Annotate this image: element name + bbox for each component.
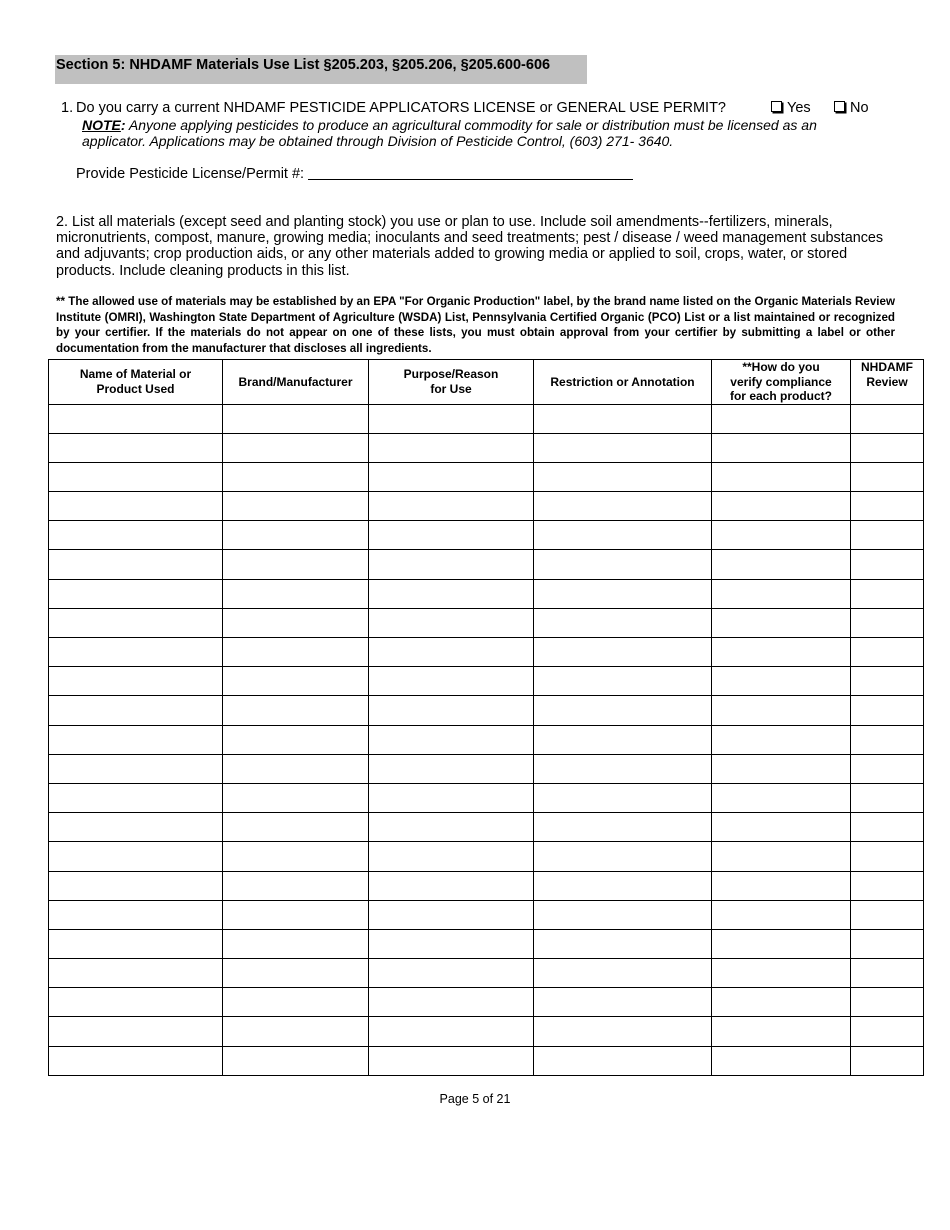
yes-option[interactable]	[771, 100, 811, 116]
brand-cell[interactable]	[223, 725, 369, 754]
verification-cell[interactable]	[712, 462, 851, 491]
brand-cell[interactable]	[223, 1017, 369, 1046]
materials-table-body	[49, 404, 924, 1075]
brand-cell[interactable]	[223, 959, 369, 988]
purpose-cell[interactable]	[369, 959, 534, 988]
question-2-text: 2. List all materials (except seed and planting stock) you use or plan to use. Include soil amendments--fertilizers, minerals, micronutrients, compost, manure, growing media; inoculants and seed treatments; pest / disease / weed management substances and adjuvants; crop production aids, or any other materials added to growing media or applied to soil, crops, water, or stored products. Include cleaning products in this list.	[56, 214, 884, 279]
table-row	[49, 1017, 924, 1046]
verification-cell[interactable]	[712, 521, 851, 550]
table-row	[49, 433, 924, 462]
note-text: Anyone applying pesticides to produce an agricultural commodity for sale or distribution must be licensed as an applicator. Applications may be obtained through Division of Pesticide Control, (603) 271- 3640.	[82, 117, 817, 149]
header-purpose: Purpose/Reason for Use	[369, 360, 534, 405]
question-1-number: 1.	[61, 100, 74, 116]
material-name-cell[interactable]	[49, 462, 223, 491]
brand-cell[interactable]	[223, 754, 369, 783]
verification-cell[interactable]	[712, 871, 851, 900]
purpose-cell[interactable]	[369, 608, 534, 637]
verification-cell[interactable]	[712, 842, 851, 871]
note-label: NOTE	[82, 117, 121, 133]
review-cell[interactable]	[851, 813, 924, 842]
purpose-cell[interactable]	[369, 871, 534, 900]
yes-label: Yes	[787, 100, 811, 116]
brand-cell[interactable]	[223, 842, 369, 871]
purpose-cell[interactable]	[369, 579, 534, 608]
brand-cell[interactable]	[223, 783, 369, 812]
no-checkbox[interactable]	[834, 101, 845, 112]
review-cell[interactable]	[851, 550, 924, 579]
table-row	[49, 550, 924, 579]
material-name-cell[interactable]	[49, 638, 223, 667]
table-row	[49, 1046, 924, 1075]
restriction-cell[interactable]	[534, 959, 712, 988]
material-name-cell[interactable]	[49, 1046, 223, 1075]
purpose-cell[interactable]	[369, 667, 534, 696]
table-row	[49, 725, 924, 754]
note-colon: :	[120, 117, 126, 133]
verification-cell[interactable]	[712, 550, 851, 579]
table-row	[49, 929, 924, 958]
restriction-cell[interactable]	[534, 521, 712, 550]
verification-cell[interactable]	[712, 929, 851, 958]
review-cell[interactable]	[851, 404, 924, 433]
restriction-cell[interactable]	[534, 783, 712, 812]
material-name-cell[interactable]	[49, 433, 223, 462]
purpose-cell[interactable]	[369, 696, 534, 725]
restriction-cell[interactable]	[534, 1046, 712, 1075]
brand-cell[interactable]	[223, 550, 369, 579]
verification-cell[interactable]	[712, 783, 851, 812]
purpose-cell[interactable]	[369, 638, 534, 667]
table-row	[49, 462, 924, 491]
material-name-cell[interactable]	[49, 959, 223, 988]
restriction-cell[interactable]	[534, 638, 712, 667]
purpose-cell[interactable]	[369, 521, 534, 550]
review-cell[interactable]	[851, 521, 924, 550]
verification-cell[interactable]	[712, 638, 851, 667]
question-1-text: Do you carry a current NHDAMF PESTICIDE APPLICATORS LICENSE or GENERAL USE PERMIT?	[76, 100, 726, 116]
purpose-cell[interactable]	[369, 900, 534, 929]
review-cell[interactable]	[851, 433, 924, 462]
table-row	[49, 521, 924, 550]
table-row	[49, 900, 924, 929]
table-row	[49, 754, 924, 783]
table-row	[49, 871, 924, 900]
restriction-cell[interactable]	[534, 667, 712, 696]
brand-cell[interactable]	[223, 929, 369, 958]
purpose-cell[interactable]	[369, 404, 534, 433]
restriction-cell[interactable]	[534, 433, 712, 462]
material-name-cell[interactable]	[49, 608, 223, 637]
verification-cell[interactable]	[712, 988, 851, 1017]
license-field-row	[76, 166, 633, 182]
purpose-cell[interactable]	[369, 988, 534, 1017]
material-name-cell[interactable]	[49, 900, 223, 929]
header-brand-manufacturer: Brand/Manufacturer	[223, 360, 369, 405]
material-name-cell[interactable]	[49, 988, 223, 1017]
review-cell[interactable]	[851, 725, 924, 754]
restriction-cell[interactable]	[534, 1017, 712, 1046]
no-label: No	[850, 100, 869, 116]
review-cell[interactable]	[851, 900, 924, 929]
allowed-materials-note: ** The allowed use of materials may be established by an EPA "For Organic Production" label, by the brand name listed on the Organic Materials Review Institute (OMRI), Washington State Department of Agriculture (WSDA) List, Pennsylvania Certified Organic (PCO) List or a list maintained or recognized by your certifier. If the materials do not appear on one of these lists, you must obtain approval from your certifier by submitting a label or other documentation from the manufacturer that discloses all ingredients.	[56, 295, 895, 355]
table-row	[49, 667, 924, 696]
verification-cell[interactable]	[712, 1017, 851, 1046]
table-row	[49, 579, 924, 608]
verification-cell[interactable]	[712, 813, 851, 842]
material-name-cell[interactable]	[49, 842, 223, 871]
purpose-cell[interactable]	[369, 1046, 534, 1075]
material-name-cell[interactable]	[49, 404, 223, 433]
brand-cell[interactable]	[223, 521, 369, 550]
review-cell[interactable]	[851, 608, 924, 637]
verification-cell[interactable]	[712, 579, 851, 608]
purpose-cell[interactable]	[369, 433, 534, 462]
material-name-cell[interactable]	[49, 929, 223, 958]
review-cell[interactable]	[851, 929, 924, 958]
restriction-cell[interactable]	[534, 608, 712, 637]
material-name-cell[interactable]	[49, 521, 223, 550]
material-name-cell[interactable]	[49, 667, 223, 696]
restriction-cell[interactable]	[534, 842, 712, 871]
restriction-cell[interactable]	[534, 900, 712, 929]
header-nhdamf-review: NHDAMF Review	[851, 360, 924, 405]
review-cell[interactable]	[851, 579, 924, 608]
brand-cell[interactable]	[223, 462, 369, 491]
brand-cell[interactable]	[223, 1046, 369, 1075]
table-header-row	[49, 360, 924, 405]
verification-cell[interactable]	[712, 725, 851, 754]
section-title: Section 5: NHDAMF Materials Use List §205.203, §205.206, §205.600-606	[55, 55, 587, 84]
brand-cell[interactable]	[223, 608, 369, 637]
table-row	[49, 959, 924, 988]
brand-cell[interactable]	[223, 988, 369, 1017]
material-name-cell[interactable]	[49, 754, 223, 783]
table-row	[49, 842, 924, 871]
verification-cell[interactable]	[712, 667, 851, 696]
review-cell[interactable]	[851, 667, 924, 696]
material-name-cell[interactable]	[49, 550, 223, 579]
restriction-cell[interactable]	[534, 871, 712, 900]
table-row	[49, 608, 924, 637]
review-cell[interactable]	[851, 1017, 924, 1046]
review-cell[interactable]	[851, 696, 924, 725]
license-number-field[interactable]	[308, 167, 633, 180]
purpose-cell[interactable]	[369, 1017, 534, 1046]
review-cell[interactable]	[851, 959, 924, 988]
brand-cell[interactable]	[223, 492, 369, 521]
table-row	[49, 638, 924, 667]
table-row	[49, 404, 924, 433]
materials-table	[48, 359, 924, 1076]
material-name-cell[interactable]	[49, 696, 223, 725]
table-row	[49, 783, 924, 812]
material-name-cell[interactable]	[49, 813, 223, 842]
brand-cell[interactable]	[223, 433, 369, 462]
brand-cell[interactable]	[223, 579, 369, 608]
brand-cell[interactable]	[223, 696, 369, 725]
restriction-cell[interactable]	[534, 579, 712, 608]
brand-cell[interactable]	[223, 638, 369, 667]
verification-cell[interactable]	[712, 492, 851, 521]
restriction-cell[interactable]	[534, 462, 712, 491]
restriction-cell[interactable]	[534, 492, 712, 521]
table-row	[49, 813, 924, 842]
yes-checkbox[interactable]	[771, 101, 782, 112]
verification-cell[interactable]	[712, 754, 851, 783]
purpose-cell[interactable]	[369, 754, 534, 783]
restriction-cell[interactable]	[534, 813, 712, 842]
restriction-cell[interactable]	[534, 404, 712, 433]
brand-cell[interactable]	[223, 667, 369, 696]
review-cell[interactable]	[851, 1046, 924, 1075]
no-option[interactable]	[834, 100, 869, 116]
brand-cell[interactable]	[223, 404, 369, 433]
review-cell[interactable]	[851, 638, 924, 667]
review-cell[interactable]	[851, 871, 924, 900]
purpose-cell[interactable]	[369, 813, 534, 842]
brand-cell[interactable]	[223, 900, 369, 929]
pesticide-note	[82, 117, 842, 149]
verification-cell[interactable]	[712, 433, 851, 462]
header-restriction: Restriction or Annotation	[534, 360, 712, 405]
review-cell[interactable]	[851, 842, 924, 871]
brand-cell[interactable]	[223, 871, 369, 900]
restriction-cell[interactable]	[534, 929, 712, 958]
material-name-cell[interactable]	[49, 725, 223, 754]
review-cell[interactable]	[851, 783, 924, 812]
material-name-cell[interactable]	[49, 783, 223, 812]
review-cell[interactable]	[851, 492, 924, 521]
table-row	[49, 492, 924, 521]
table-row	[49, 988, 924, 1017]
restriction-cell[interactable]	[534, 988, 712, 1017]
verification-cell[interactable]	[712, 608, 851, 637]
purpose-cell[interactable]	[369, 929, 534, 958]
restriction-cell[interactable]	[534, 550, 712, 579]
verification-cell[interactable]	[712, 1046, 851, 1075]
verification-cell[interactable]	[712, 696, 851, 725]
review-cell[interactable]	[851, 988, 924, 1017]
purpose-cell[interactable]	[369, 462, 534, 491]
review-cell[interactable]	[851, 462, 924, 491]
verification-cell[interactable]	[712, 404, 851, 433]
table-row	[49, 696, 924, 725]
brand-cell[interactable]	[223, 813, 369, 842]
license-label: Provide Pesticide License/Permit #:	[76, 166, 305, 182]
purpose-cell[interactable]	[369, 492, 534, 521]
restriction-cell[interactable]	[534, 696, 712, 725]
header-verify-compliance: **How do you verify compliance for each product?	[712, 360, 851, 405]
material-name-cell[interactable]	[49, 1017, 223, 1046]
header-material-name: Name of Material or Product Used	[49, 360, 223, 405]
purpose-cell[interactable]	[369, 842, 534, 871]
restriction-cell[interactable]	[534, 754, 712, 783]
page-number: Page 5 of 21	[439, 1092, 511, 1106]
purpose-cell[interactable]	[369, 550, 534, 579]
restriction-cell[interactable]	[534, 725, 712, 754]
purpose-cell[interactable]	[369, 783, 534, 812]
verification-cell[interactable]	[712, 959, 851, 988]
material-name-cell[interactable]	[49, 871, 223, 900]
review-cell[interactable]	[851, 754, 924, 783]
purpose-cell[interactable]	[369, 725, 534, 754]
verification-cell[interactable]	[712, 900, 851, 929]
material-name-cell[interactable]	[49, 579, 223, 608]
material-name-cell[interactable]	[49, 492, 223, 521]
